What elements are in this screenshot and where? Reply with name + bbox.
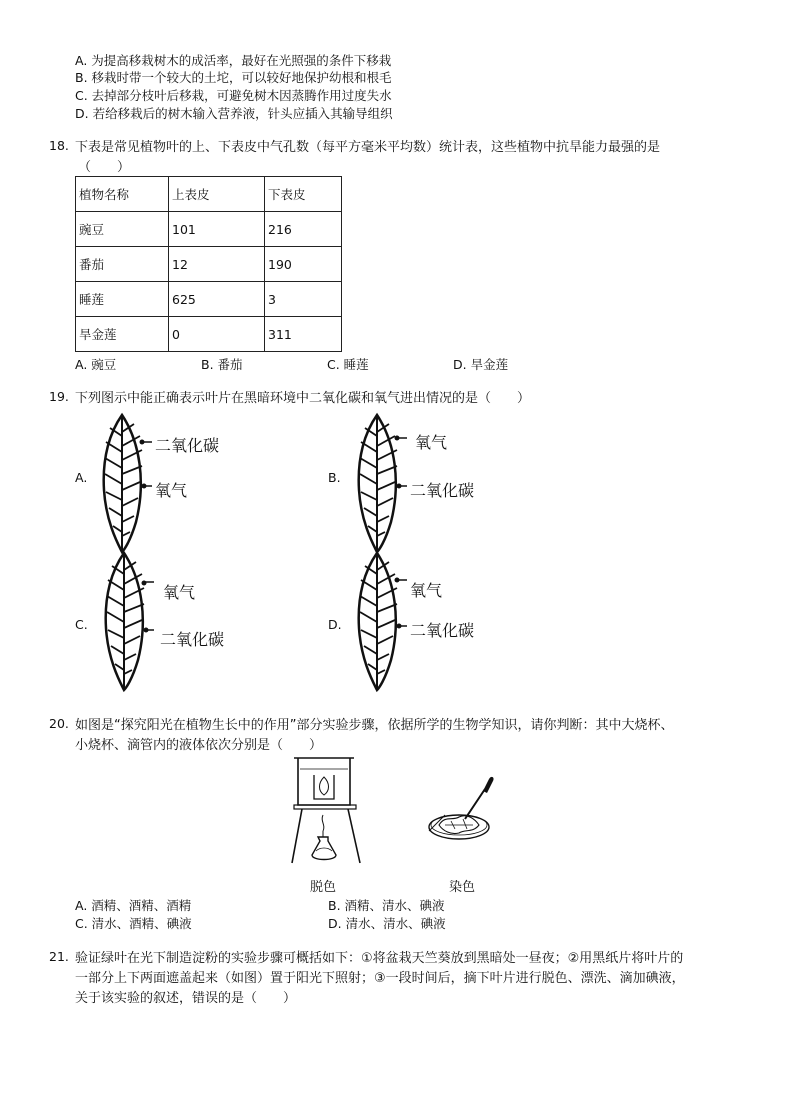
q20-option-c: C. 清水、酒精、碘液: [75, 916, 192, 931]
caption-decolorize: 脱色: [310, 880, 337, 895]
q19-figure-b-letter: B.: [328, 470, 341, 485]
table-cell: 625: [169, 282, 265, 317]
caption-staining: 染色: [449, 880, 476, 895]
table-cell: 101: [169, 212, 265, 247]
q20-number: 20.: [49, 716, 69, 731]
table-cell: 旱金莲: [76, 317, 169, 352]
table-cell: 311: [265, 317, 342, 352]
q20-option-a: A. 酒精、酒精、酒精: [75, 898, 192, 913]
table-cell: 番茄: [76, 247, 169, 282]
q20-stem-line2: 小烧杯、滴管内的液体依次分别是（ ）: [75, 738, 323, 753]
q18-option-c: C. 睡莲: [327, 357, 369, 372]
table-cell: 12: [169, 247, 265, 282]
table-cell: 190: [265, 247, 342, 282]
leaf-c-bottom-label: 二氧化碳: [160, 630, 225, 649]
q21-stem-line2: 一部分上下两面遮盖起来（如图）置于阳光下照射；③一段时间后，摘下叶片进行脱色、漂洗、滴加碘液，: [75, 971, 685, 986]
leaf-a-bottom-label: 氧气: [155, 481, 188, 500]
q19-figure-a-letter: A.: [75, 470, 88, 485]
stomata-table: [75, 176, 342, 352]
table-row: [76, 212, 342, 247]
leaf-b-top-label: 氧气: [415, 433, 448, 452]
q21-number: 21.: [49, 949, 69, 964]
table-row: [76, 317, 342, 352]
table-cell: 睡莲: [76, 282, 169, 317]
table-header-row: [76, 177, 342, 212]
q19-stem: 下列图示中能正确表示叶片在黑暗环境中二氧化碳和氧气进出情况的是（ ）: [75, 391, 531, 406]
decolorize-apparatus: [290, 755, 370, 867]
leaf-c-arrows: [144, 580, 160, 634]
table-header-cell: 植物名称: [76, 177, 169, 212]
q18-option-b: B. 番茄: [201, 357, 243, 372]
q19-figure-d-letter: D.: [328, 617, 342, 632]
leaf-c-top-label: 氧气: [163, 583, 196, 602]
table-row: [76, 247, 342, 282]
leaf-b-bottom-label: 二氧化碳: [410, 481, 475, 500]
q18-option-a: A. 豌豆: [75, 357, 117, 372]
table-row: [76, 282, 342, 317]
q18-answer-paren: （ ）: [78, 160, 131, 175]
table-header-cell: 下表皮: [265, 177, 342, 212]
table-header-cell: 上表皮: [169, 177, 265, 212]
q20-option-d: D. 清水、清水、碘液: [328, 916, 446, 931]
table-cell: 216: [265, 212, 342, 247]
q19-figure-c-letter: C.: [75, 617, 88, 632]
leaf-a-top-label: 二氧化碳: [155, 436, 220, 455]
q17-option-b: B. 移栽时带一个较大的土坨，可以较好地保护幼根和根毛: [75, 70, 392, 85]
leaf-d-bottom-label: 二氧化碳: [410, 621, 475, 640]
q18-number: 18.: [49, 138, 69, 153]
q19-number: 19.: [49, 389, 69, 404]
q17-option-d: D. 若给移栽后的树木输入营养液，针头应插入其输导组织: [75, 106, 393, 121]
q20-option-b: B. 酒精、清水、碘液: [328, 898, 445, 913]
table-cell: 0: [169, 317, 265, 352]
table-cell: 豌豆: [76, 212, 169, 247]
q17-option-a: A. 为提高移栽树木的成活率，最好在光照强的条件下移栽: [75, 53, 392, 68]
table-cell: 3: [265, 282, 342, 317]
leaf-d-top-label: 氧气: [410, 581, 443, 600]
q18-stem: 下表是常见植物叶的上、下表皮中气孔数（每平方毫米平均数）统计表，这些植物中抗旱能力最强的是: [75, 140, 661, 155]
q20-stem-line1: 如图是“探究阳光在植物生长中的作用”部分实验步骤，依据所学的生物学知识，请你判断：其中大烧杯、: [75, 718, 674, 733]
q21-stem-line3: 关于该实验的叙述，错误的是（ ）: [75, 991, 297, 1006]
q18-option-d: D. 旱金莲: [453, 357, 509, 372]
q21-stem-line1: 验证绿叶在光下制造淀粉的实验步骤可概括如下：①将盆栽天竺葵放到黑暗处一昼夜；②用黑纸片将叶片的: [75, 951, 684, 966]
staining-apparatus: [425, 775, 505, 855]
q17-option-c: C. 去掉部分枝叶后移栽，可避免树木因蒸腾作用过度失水: [75, 88, 392, 103]
